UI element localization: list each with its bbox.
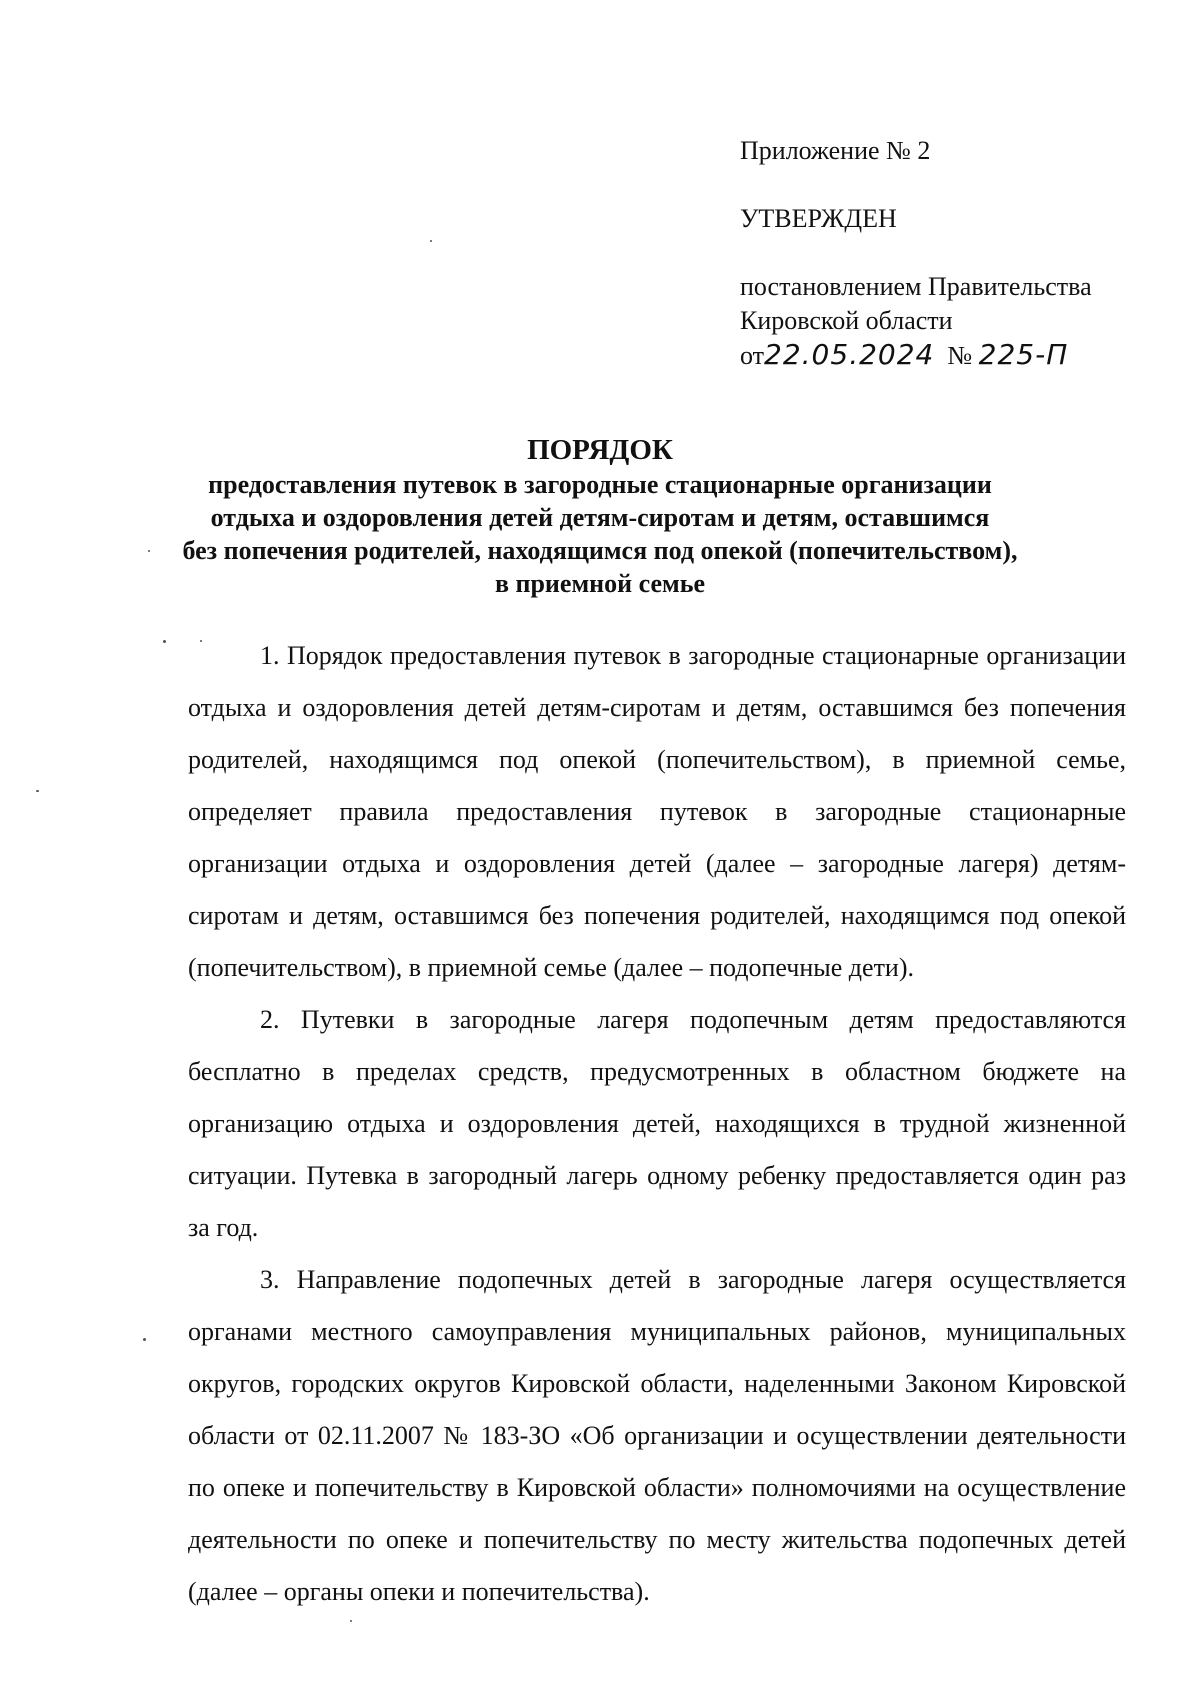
scan-speck <box>163 640 166 643</box>
handwritten-number: 225-П <box>978 338 1069 371</box>
scan-speck <box>36 790 39 792</box>
title-line-1: предоставления путевок в загородные стационарные организации <box>208 470 992 499</box>
title-line-4: в приемной семье <box>494 569 706 598</box>
scan-speck <box>148 550 150 552</box>
paragraph-2: 2. Путевки в загородные лагеря подопечным детям предоставляются бесплатно в пределах средств, предусмотренных в областном бюджете на организацию отдыха и оздоровления детей, находящихся в трудной жизненной ситуации. Путевка в загородный лагерь одному ребенку предоставляется один раз за год. <box>188 1005 1126 1242</box>
title-line-3: без попечения родителей, находящимся под опекой (попечительством), <box>182 536 1018 565</box>
approved-label: УТВЕРЖДЕН <box>740 204 897 233</box>
scan-speck <box>430 240 432 242</box>
paragraph-1: 1. Порядок предоставления путевок в загородные стационарные организации отдыха и оздоровления детей детям-сиротам и детям, оставшимся без попечения родителей, находящимся под опекой (попечительством), в приемной семье, определяет правила предоставления путевок в загородные стационарные организации отдыха и оздоровления детей (далее – загородные лагеря) детям-сиротам и детям, оставшимся без попечения родителей, находящимся под опекой (попечительством), в приемной семье (далее – подопечные дети). <box>188 641 1126 982</box>
scan-speck <box>143 1338 146 1341</box>
document-title <box>0 432 1200 600</box>
decree-line-2: Кировской области <box>740 306 953 335</box>
decree-line-1: постановлением Правительства <box>740 272 1092 301</box>
scan-speck <box>350 1620 352 1622</box>
number-prefix: № <box>947 341 973 370</box>
decree-date-line <box>740 338 1092 373</box>
date-prefix: от <box>740 341 765 370</box>
handwritten-date: 22.05.2024 <box>764 338 935 371</box>
decree-block <box>740 270 1092 373</box>
scan-speck <box>200 640 202 642</box>
paragraph-3: 3. Направление подопечных детей в загородные лагеря осуществляется органами местного самоуправления муниципальных районов, муниципальных округов, городских округов Кировской области, наделенными Законом Кировской области от 02.11.2007 № 183-ЗО «Об организации и осуществлении деятельности по опеке и попечительству в Кировской области» полномочиями на осуществление деятельности по опеке и попечительству по месту жительства подопечных детей (далее – органы опеки и попечительства). <box>188 1265 1126 1606</box>
title-main: ПОРЯДОК <box>527 434 673 466</box>
title-line-2: отдыха и оздоровления детей детям-сиротам и детям, оставшимся <box>210 503 990 532</box>
document-body <box>188 630 1126 1618</box>
appendix-label: Приложение № 2 <box>740 136 931 165</box>
